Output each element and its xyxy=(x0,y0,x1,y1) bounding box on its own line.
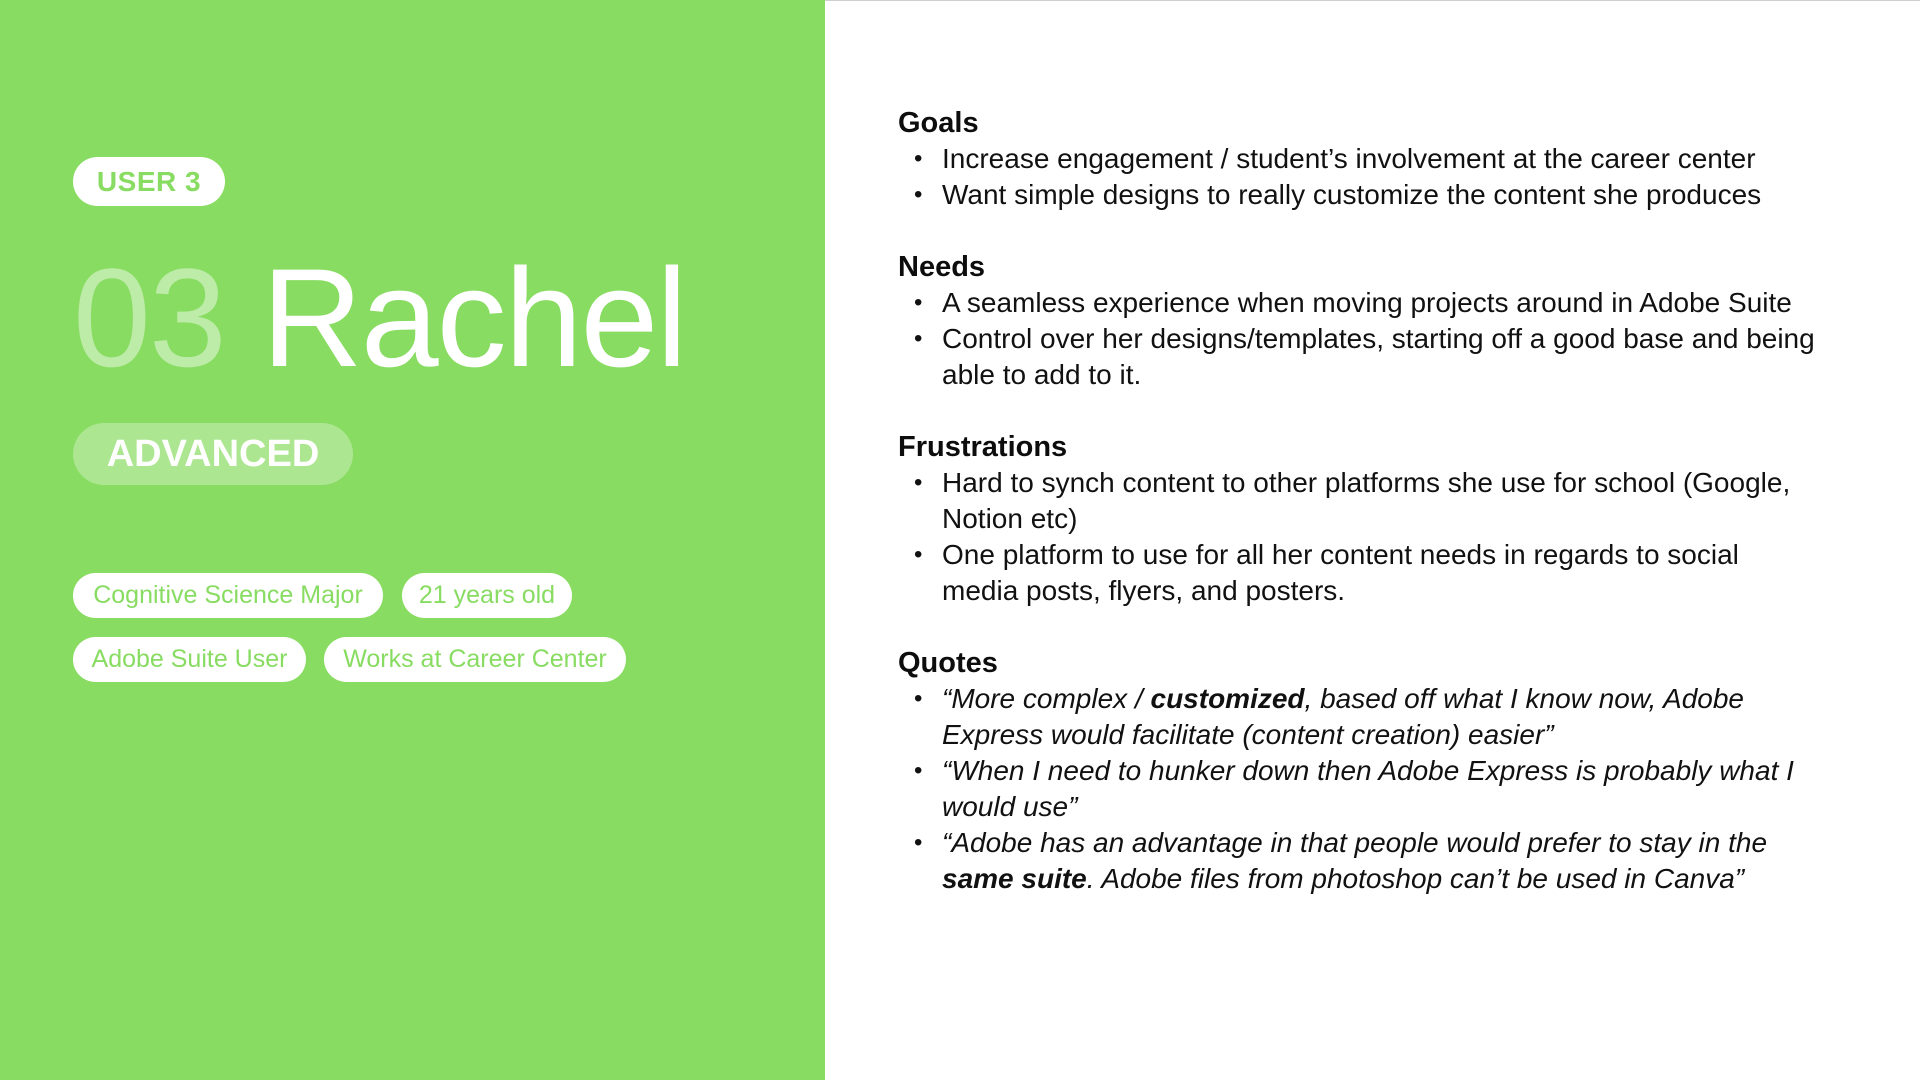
frustration-item: • Hard to synch content to other platforms she use for school (Google, Notion etc) xyxy=(898,465,1818,537)
quote-item xyxy=(898,825,1818,897)
frustrations-heading: Frustrations xyxy=(898,431,1068,463)
needs-heading: Needs xyxy=(898,251,986,283)
user-label-badge: USER 3 xyxy=(73,157,225,206)
needs-section xyxy=(898,249,1818,393)
goals-list xyxy=(898,141,1818,213)
quote-text: . Adobe files from photoshop can’t be used in Canva” xyxy=(1086,863,1745,894)
quote-text: “More complex / xyxy=(942,683,1151,714)
quote-item xyxy=(898,753,1818,825)
quotes-section xyxy=(898,645,1818,897)
quote-text: “When I need to hunker down then Adobe Express is probably what I would use” xyxy=(942,755,1794,822)
frustration-item: • One platform to use for all her content needs in regards to social media posts, flyers, and posters. xyxy=(898,537,1818,609)
frustrations-list xyxy=(898,465,1818,609)
goals-section xyxy=(898,105,1818,213)
persona-number: 03 xyxy=(73,239,225,396)
frustrations-section xyxy=(898,429,1818,609)
need-item: • Control over her designs/templates, starting off a good base and being able to add to it. xyxy=(898,321,1818,393)
persona-title xyxy=(73,238,685,398)
quote-text: , based off what I know now, Adobe Express would facilitate (content creation) easier” xyxy=(942,683,1744,750)
persona-panel xyxy=(0,0,825,1080)
quotes-heading: Quotes xyxy=(898,647,998,679)
needs-list xyxy=(898,285,1818,393)
tag-software: Adobe Suite User xyxy=(73,637,306,682)
quotes-list xyxy=(898,681,1818,897)
tag-major: Cognitive Science Major xyxy=(73,573,383,618)
need-item: • A seamless experience when moving projects around in Adobe Suite xyxy=(898,285,1818,321)
persona-name: Rachel xyxy=(261,239,686,396)
goal-item: • Want simple designs to really customize the content she produces xyxy=(898,177,1818,213)
quote-item xyxy=(898,681,1818,753)
quote-emphasis: same suite xyxy=(942,863,1087,894)
quote-emphasis: customized xyxy=(1150,683,1305,714)
tag-workplace: Works at Career Center xyxy=(324,637,626,682)
experience-level-badge: ADVANCED xyxy=(73,423,353,485)
goals-heading: Goals xyxy=(898,107,979,139)
tag-age: 21 years old xyxy=(402,573,572,618)
goal-item: • Increase engagement / student’s involvement at the career center xyxy=(898,141,1818,177)
persona-details xyxy=(898,105,1818,933)
quote-text: “Adobe has an advantage in that people would prefer to stay in the xyxy=(942,827,1768,858)
